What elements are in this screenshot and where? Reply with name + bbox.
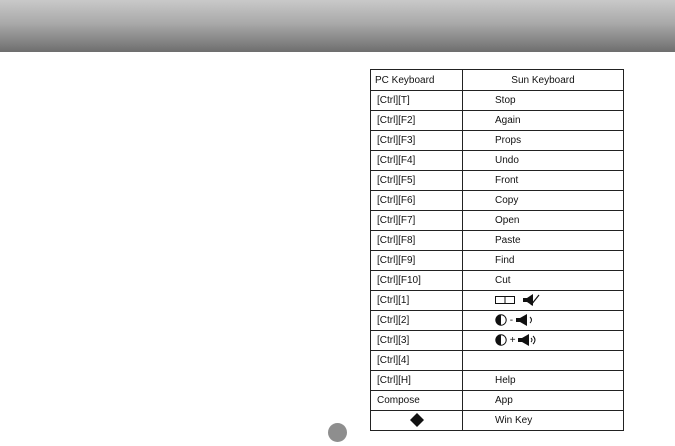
table-row [371,311,624,331]
sun-key-cell: Help [463,371,624,391]
sun-key-cell [463,331,624,351]
sun-key-cell: Find [463,251,624,271]
table-row [371,331,624,351]
sun-key-cell: Copy [463,191,624,211]
sun-key-cell: Props [463,131,624,151]
pc-key-cell: [Ctrl][3] [371,331,463,351]
sun-key-cell: Paste [463,231,624,251]
sun-key-cell: Front [463,171,624,191]
table-row [371,191,624,211]
pc-key-cell: [Ctrl][F4] [371,151,463,171]
page-number-dot [328,423,347,442]
pc-key-cell: [Ctrl][1] [371,291,463,311]
table-row [371,171,624,191]
mute-speaker-icon [495,294,547,306]
pc-key-cell: [Ctrl][F10] [371,271,463,291]
sun-key-cell: App [463,391,624,411]
pc-key-cell: Compose [371,391,463,411]
pc-key-cell: [Ctrl][4] [371,351,463,371]
pc-key-cell: [Ctrl][T] [371,91,463,111]
volume-down-sign: - [509,315,514,326]
sun-key-cell: Open [463,211,624,231]
sleep-moon-icon [495,354,517,366]
pc-keyboard-header: PC Keyboard [371,70,463,91]
diamond-key-icon [410,413,424,427]
header-band [0,0,675,52]
table-row [371,271,624,291]
sun-key-cell: Cut [463,271,624,291]
volume-down-icon [516,314,540,326]
table-row [371,411,624,431]
sun-key-cell: Win Key [463,411,624,431]
table-row [371,111,624,131]
volume-up-sign: + [509,335,516,346]
volume-up-icon [518,334,542,346]
pc-key-cell: [Ctrl][F9] [371,251,463,271]
sun-key-cell: Undo [463,151,624,171]
pc-key-cell: [Ctrl][F5] [371,171,463,191]
table-row [371,211,624,231]
table-row [371,291,624,311]
table-row [371,151,624,171]
sun-key-cell [463,311,624,331]
pc-key-cell: [Ctrl][H] [371,371,463,391]
table-row [371,351,624,371]
table-row [371,131,624,151]
sun-key-cell: Stop [463,91,624,111]
table-row [371,371,624,391]
table-row [371,251,624,271]
table-header-row [371,70,624,91]
contrast-icon [495,314,507,326]
keyboard-mapping-table [370,69,624,431]
table-row [371,91,624,111]
pc-key-cell: [Ctrl][F3] [371,131,463,151]
sun-key-cell: Again [463,111,624,131]
sun-key-cell [463,291,624,311]
pc-key-cell: [Ctrl][F7] [371,211,463,231]
sun-key-cell [463,351,624,371]
table-row [371,231,624,251]
pc-key-cell: [Ctrl][2] [371,311,463,331]
contrast-icon [495,334,507,346]
table-row [371,391,624,411]
pc-key-cell: [Ctrl][F2] [371,111,463,131]
pc-key-cell: [Ctrl][F8] [371,231,463,251]
pc-key-cell: [Ctrl][F6] [371,191,463,211]
pc-key-cell [371,411,463,431]
sun-keyboard-header: Sun Keyboard [463,70,624,91]
